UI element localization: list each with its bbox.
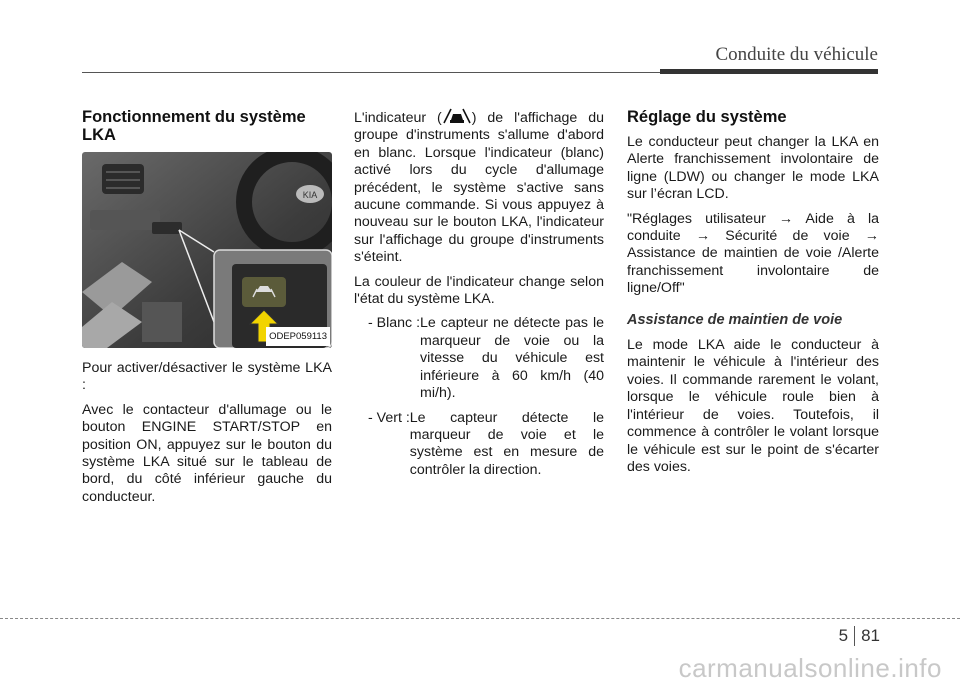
column-2 bbox=[354, 108, 604, 486]
header-rule bbox=[82, 72, 660, 73]
status-text: Le capteur détecte le marqueur de voie et le système est en mesure de contrôler la direction. bbox=[409, 409, 604, 478]
header-title: Conduite du véhicule bbox=[715, 44, 878, 65]
text-span: ) de l'affichage du groupe d'instruments s'allume d'abord en blanc. Lorsque l'indicateur (blanc) activé lors du cycle d'allumage précédent, le système s'active sans aucune commande. Si vous appuyez à nouveau sur le bouton LKA, l'indicateur sur l'affichage du groupe d'instruments s'éteint. bbox=[354, 110, 604, 266]
paragraph: La couleur de l'indicateur change selon l'état du système LKA. bbox=[354, 273, 604, 308]
section-heading-settings: Réglage du système bbox=[627, 108, 787, 126]
footer-rule bbox=[0, 618, 960, 619]
page-number bbox=[839, 626, 880, 646]
status-label: - Vert : bbox=[368, 409, 410, 426]
column-3 bbox=[627, 108, 879, 483]
status-text: Le capteur ne détecte pas le marqueur de voie ou la vitesse du véhicule est inférieure à 60 km/h (40 mi/h). bbox=[420, 315, 604, 402]
status-label: - Blanc : bbox=[368, 315, 421, 332]
chapter-number: 5 bbox=[838, 626, 849, 645]
section-heading-lka-operation: Fonctionnement du système LKA bbox=[82, 108, 306, 144]
paragraph: Pour activer/désactiver le système LKA : bbox=[82, 360, 332, 394]
figure-code: ODEP059113 bbox=[266, 327, 330, 346]
text-span: L'indicateur ( bbox=[354, 110, 442, 126]
page-number-value: 81 bbox=[861, 626, 880, 645]
dashboard-figure bbox=[82, 152, 332, 348]
dashboard-illustration bbox=[82, 152, 332, 348]
watermark: carmanualsonline.info bbox=[678, 653, 942, 683]
paragraph: Le mode LKA aide le conducteur à maintenir le véhicule à l'intérieur des voies. Il commande rarement le volant, lorsque le véhicule roule bien à l'intérieur de voies. Toutefois, il commence à contrôler le volant lorsque le véhicule est sur le point de s'écarter des voies. bbox=[627, 337, 879, 475]
paragraph-menu-path: "Réglages utilisateur → Aide à la conduite → Sécurité de voie → Assistance de maintien de voie /Alerte franchissement involontaire de ligne/Off" bbox=[627, 210, 879, 297]
paragraph: Le conducteur peut changer la LKA en Alerte franchissement involontaire de ligne (LDW) ou changer le mode LKA sur l’écran LCD. bbox=[627, 134, 879, 203]
status-white bbox=[354, 315, 604, 402]
page-separator bbox=[854, 626, 855, 646]
paragraph: Avec le contacteur d'allumage ou le bouton ENGINE START/STOP en position ON, appuyez sur le bouton du système LKA situé sur le tableau de bord, du côté inférieur gauche du conducteur. bbox=[82, 401, 332, 505]
paragraph-indicator bbox=[354, 108, 604, 267]
column-1 bbox=[82, 108, 332, 513]
status-green bbox=[354, 410, 604, 480]
subheading-lane-keeping: Assistance de maintien de voie bbox=[627, 311, 843, 328]
lka-car-lanes-icon bbox=[442, 108, 472, 124]
header-rule-thick bbox=[660, 69, 878, 74]
svg-text:KIA: KIA bbox=[302, 190, 318, 200]
